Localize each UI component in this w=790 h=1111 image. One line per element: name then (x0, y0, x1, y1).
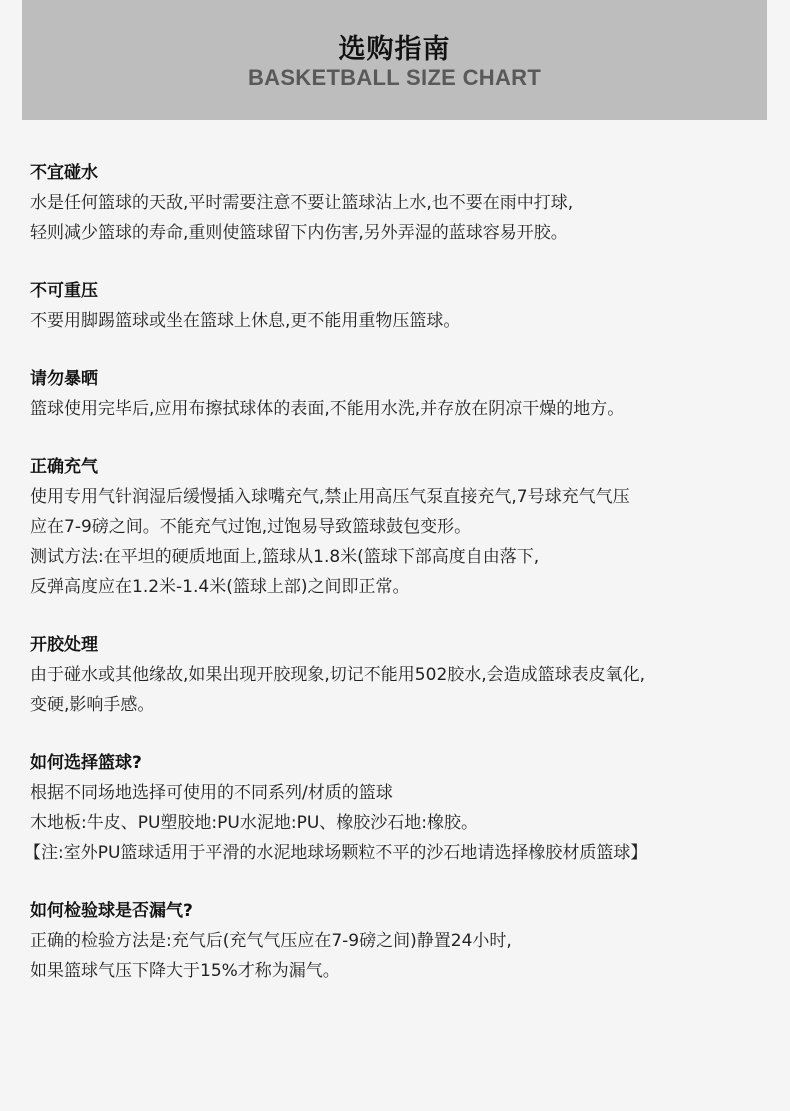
section-line: 使用专用气针润湿后缓慢插入球嘴充气,禁止用高压气泵直接充气,7号球充气气压 (30, 487, 630, 507)
section-no-water (30, 158, 780, 248)
section-line: 水是任何篮球的天敌,平时需要注意不要让篮球沾上水,也不要在雨中打球, (30, 193, 574, 213)
section-line: 木地板:牛皮、PU塑胶地:PU水泥地:PU、橡胶沙石地:橡胶。 (30, 813, 478, 833)
section-title: 不可重压 (30, 281, 98, 301)
section-title: 正确充气 (30, 457, 98, 477)
section-title: 不宜碰水 (30, 163, 98, 183)
section-inflation (30, 452, 780, 602)
section-line: 变硬,影响手感。 (30, 695, 155, 715)
section-line: 反弹高度应在1.2米-1.4米(篮球上部)之间即正常。 (30, 577, 410, 597)
section-line: 由于碰水或其他缘故,如果出现开胶现象,切记不能用502胶水,会造成篮球表皮氧化, (30, 665, 646, 685)
header-banner (22, 0, 767, 120)
page-subtitle: BASKETBALL SIZE CHART (247, 65, 542, 90)
section-no-pressure (30, 276, 780, 336)
section-no-sun (30, 364, 780, 424)
section-leak-check (30, 896, 780, 986)
section-line: 根据不同场地选择可使用的不同系列/材质的篮球 (30, 783, 393, 803)
section-title: 请勿暴晒 (30, 369, 98, 389)
section-line: 轻则减少篮球的寿命,重则使篮球留下内伤害,另外弄湿的蓝球容易开胶。 (30, 223, 568, 243)
section-line: 不要用脚踢篮球或坐在篮球上休息,更不能用重物压篮球。 (30, 311, 461, 331)
section-title: 如何检验球是否漏气? (30, 901, 193, 921)
section-line: 应在7-9磅之间。不能充气过饱,过饱易导致篮球鼓包变形。 (30, 517, 472, 537)
section-line: 如果篮球气压下降大于15%才称为漏气。 (30, 961, 340, 981)
section-title: 开胶处理 (30, 635, 98, 655)
section-line: 篮球使用完毕后,应用布擦拭球体的表面,不能用水洗,并存放在阴凉干燥的地方。 (30, 399, 625, 419)
section-degumming (30, 630, 780, 720)
page-title: 选购指南 (338, 34, 451, 65)
section-choose-ball (24, 748, 780, 868)
section-title: 如何选择篮球? (30, 753, 142, 773)
section-line: 测试方法:在平坦的硬质地面上,篮球从1.8米(篮球下部高度自由落下, (30, 547, 540, 567)
guide-content (24, 158, 780, 1014)
section-note: 【注:室外PU篮球适用于平滑的水泥地球场颗粒不平的沙石地请选择橡胶材质篮球】 (24, 843, 648, 863)
section-line: 正确的检验方法是:充气后(充气气压应在7-9磅之间)静置24小时, (30, 931, 512, 951)
